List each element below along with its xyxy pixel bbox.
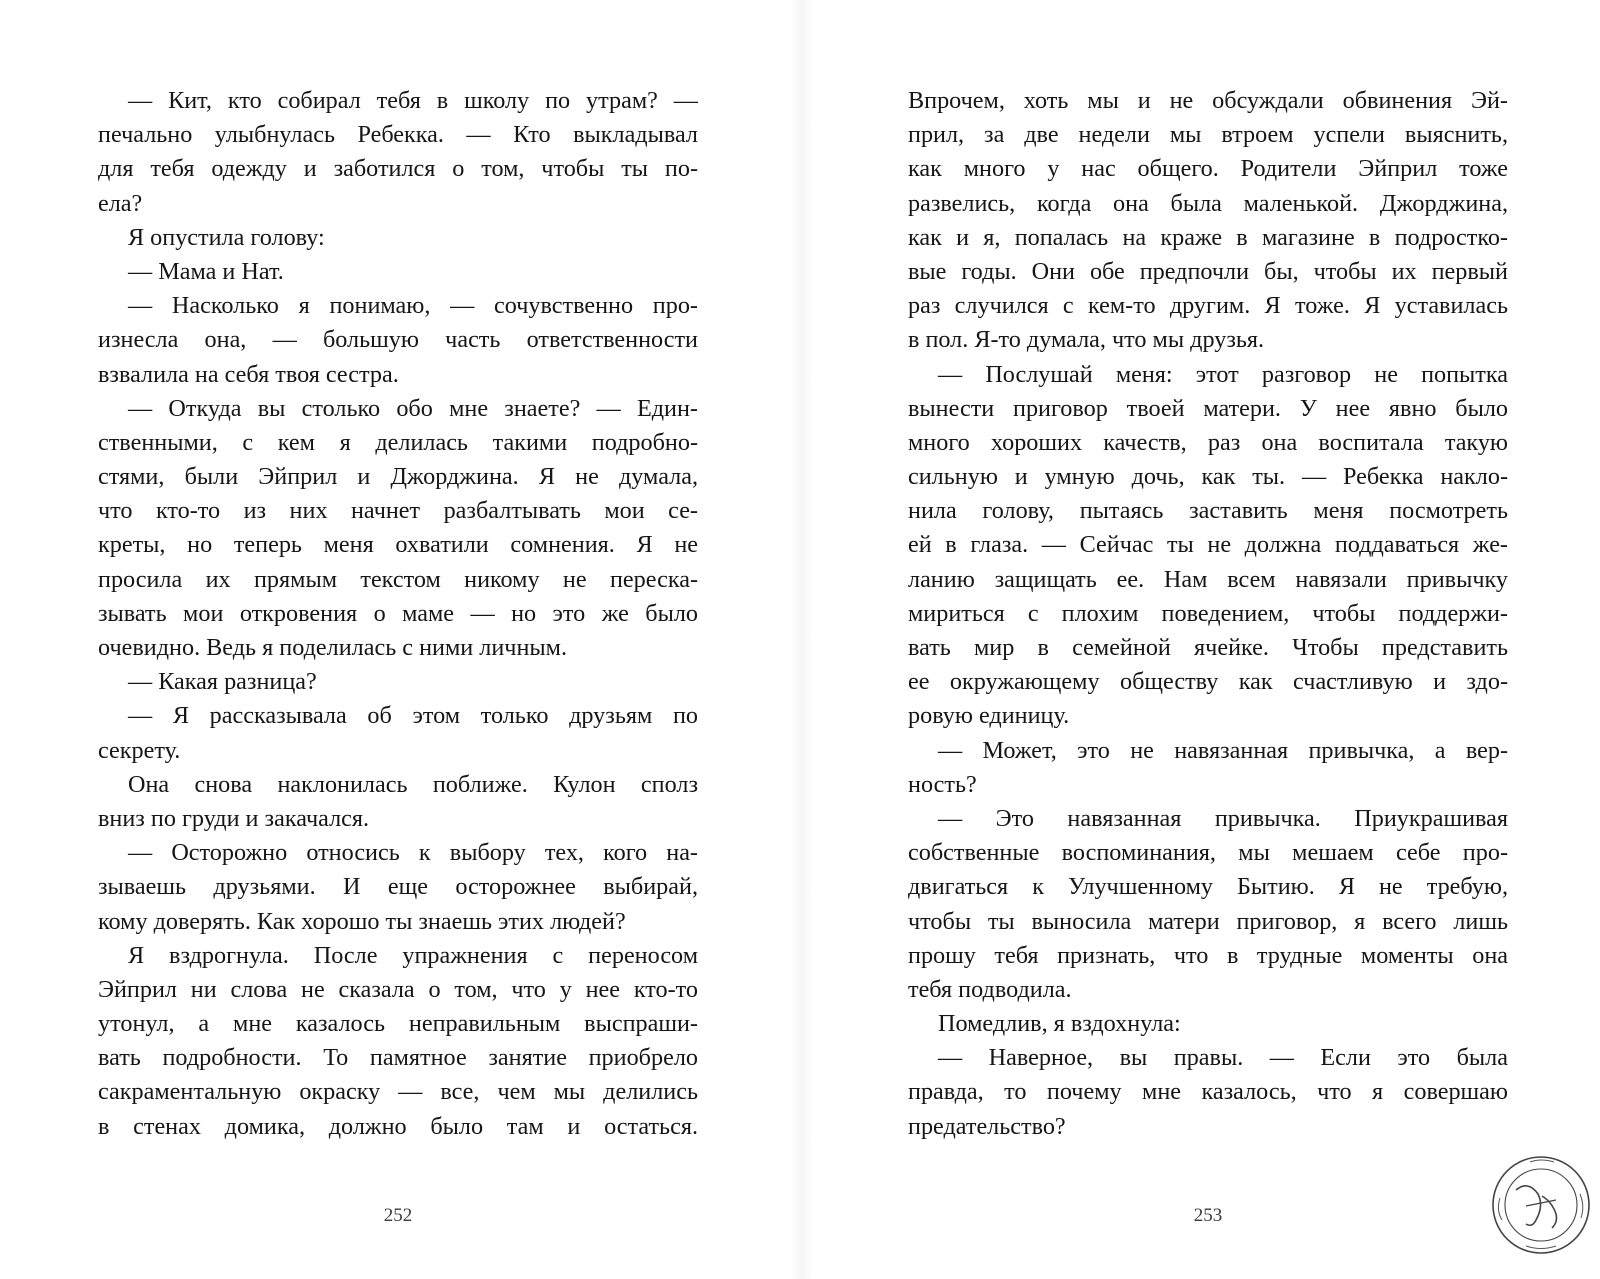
text-line: — Откуда вы столько обо мне знаете? — Един- [128,394,698,422]
text-line: Она снова наклонилась поближе. Кулон сполз [128,770,698,798]
text-line: ланию защищать ее. Нам всем навязали привычку [908,565,1508,593]
text-line: прошу тебя признать, что в трудные моменты она [908,941,1508,969]
text-line: взвалила на себя твоя сестра. [98,360,399,388]
text-line: для тебя одежду и заботился о том, чтобы ты по- [98,155,698,183]
text-line: ела? [98,189,143,217]
text-line: секрету. [98,736,181,764]
text-line: утонул, а мне казалось неправильным выспраши- [98,1010,698,1038]
text-line: раз случился с кем-то другим. Я тоже. Я уставилась [908,292,1508,320]
text-line: собственные воспоминания, мы мешаем себе про- [908,839,1508,867]
text-line: в пол. Я-то думала, что мы друзья. [908,326,1265,354]
circular-publisher-stamp-icon [1486,1150,1596,1260]
left-page-number: 252 [383,1205,413,1226]
text-line: — Насколько я понимаю, — сочувственно про- [128,292,698,320]
text-line: — Осторожно относись к выбору тех, кого на- [128,839,698,867]
text-line: предательство? [908,1112,1066,1140]
right-page-number: 253 [1193,1205,1223,1226]
text-line: ее окружающему обществу как счастливую и здо- [908,668,1508,696]
text-line: — Какая разница? [128,668,317,696]
text-line: — Мама и Нат. [128,257,284,285]
text-line: Эйприл ни слова не сказала о том, что у нее кто-то [98,975,698,1003]
text-line: — Я рассказывала об этом только друзьям по [128,702,698,730]
right-page-text [908,84,1508,1144]
text-line: — Наверное, вы правы. — Если это была [938,1044,1508,1072]
text-line: изнесла она, — большую часть ответственности [98,326,698,354]
text-line: в стенах домика, должно было там и остаться. [98,1112,698,1140]
text-line: ей в глаза. — Сейчас ты не должна поддаваться же- [908,531,1508,559]
text-line: развелись, когда она была маленькой. Джорджина, [908,189,1508,217]
left-page-text [98,84,698,1144]
text-line: нила голову, пытаясь заставить меня посмотреть [908,497,1508,525]
text-line: стями, были Эйприл и Джорджина. Я не думала, [98,463,698,491]
text-line: сильную и умную дочь, как ты. — Ребекка накло- [908,463,1508,491]
text-line: зываешь друзьями. И еще осторожнее выбирай, [98,873,698,901]
book-gutter [790,0,814,1279]
text-line: двигаться к Улучшенному Бытию. Я не требую, [908,873,1508,901]
text-line: кому доверять. Как хорошо ты знаешь этих людей? [98,907,626,935]
text-line: вниз по груди и закачался. [98,804,370,832]
text-line: — Послушай меня: этот разговор не попытка [938,360,1508,388]
right-page [908,0,1508,1279]
text-line: прил, за две недели мы втроем успели выяснить, [908,121,1508,149]
text-line: сакраментальную окраску — все, чем мы делились [98,1078,698,1106]
text-line: вынести приговор твоей матери. У нее явно было [908,394,1508,422]
text-line: Я опустила голову: [128,223,325,251]
text-line: просила их прямым текстом никому не переска- [98,565,698,593]
text-line: — Может, это не навязанная привычка, а вер- [938,736,1508,764]
text-line: — Это навязанная привычка. Приукрашивая [938,804,1508,832]
text-line: что кто-то из них начнет разбалтывать мои се- [98,497,698,525]
text-line: ственными, с кем я делилась такими подробно- [98,428,698,456]
text-line: много хороших качеств, раз она воспитала такую [908,428,1508,456]
text-line: вать подробности. То памятное занятие приобрело [98,1044,698,1072]
text-line: Впрочем, хоть мы и не обсуждали обвинения Эй- [908,87,1508,114]
text-line: Помедлив, я вздохнула: [938,1010,1181,1038]
text-line: креты, но теперь меня охватили сомнения. Я не [98,531,698,559]
text-line: ность? [908,770,977,798]
text-line: чтобы ты выносила матери приговор, я всего лишь [908,907,1508,935]
text-line: Я вздрогнула. После упражнения с переносом [128,941,698,969]
text-line: печально улыбнулась Ребекка. — Кто выкладывал [98,121,698,149]
text-line: правда, то почему мне казалось, что я совершаю [908,1078,1508,1106]
left-page [98,0,698,1279]
text-line: зывать мои откровения о маме — но это же было [98,599,698,627]
text-line: ровую единицу. [908,702,1070,730]
text-line: тебя подводила. [908,975,1072,1003]
text-line: как много у нас общего. Родители Эйприл тоже [908,155,1508,183]
text-line: вые годы. Они обе предпочли бы, чтобы их первый [908,257,1508,285]
text-line: как и я, попалась на краже в магазине в подростко- [908,223,1508,251]
text-line: вать мир в семейной ячейке. Чтобы представить [908,634,1508,661]
text-line: мириться с плохим поведением, чтобы поддержи- [908,599,1508,627]
text-line: — Кит, кто собирал тебя в школу по утрам? — [128,87,698,114]
text-line: очевидно. Ведь я поделилась с ними личным. [98,634,567,661]
